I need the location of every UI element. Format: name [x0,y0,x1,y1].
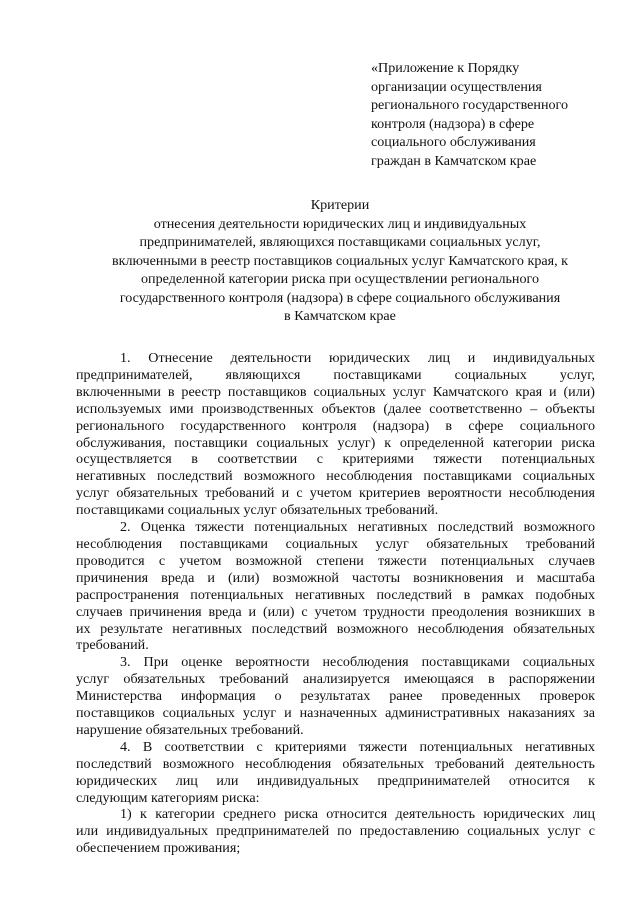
document-body [76,350,595,857]
paragraph-line: негативных последствий возможного несоблюдения поставщиками социальных [76,468,595,485]
paragraph-line: поставщиков социальных услуг и назначенных административных наказаниях за [76,705,595,722]
paragraph-line: используемых ими производственных объектов (далее соответственно – объекты [76,400,595,417]
appendix-line: граждан в Камчатском крае [371,152,537,169]
paragraph-3 [76,654,595,739]
appendix-line: «Приложение к Порядку [371,60,520,76]
paragraph-line: 2. Оценка тяжести потенциальных негативных последствий возможного [120,519,595,536]
appendix-line: организации осуществления [371,78,542,95]
appendix-line: регионального государственного [371,97,569,113]
appendix-line: социального обслуживания [371,134,536,150]
title-line: определенной категории риска при осуществлении регионального [140,271,540,287]
paragraph-line: регионального государственного контроля (надзора) в сфере социального [76,417,595,434]
paragraph-line: проводится с учетом возможной степени тяжести потенциальных случаев [76,552,595,569]
paragraph-line: 3. При оценке вероятности несоблюдения поставщиками социальных [120,654,595,671]
paragraph-1 [76,350,595,519]
paragraph-line: 1. Отнесение деятельности юридических лиц и индивидуальных [120,350,595,366]
paragraph-line: нарушение обязательных требований. [76,721,304,738]
paragraph-line: услуг обязательных требований и с учетом критериев вероятности несоблюдения [76,485,595,502]
title-line: в Камчатском крае [284,308,396,324]
paragraph-line: или индивидуальных предпринимателей по предоставлению социальных услуг с [76,823,595,840]
paragraph-line: их результате негативных последствий возможного несоблюдения обязательных [76,620,595,637]
paragraph-line: несоблюдения поставщиками социальных услуг обязательных требований [76,535,595,552]
title-heading: Критерии [310,197,370,213]
paragraph-line: юридических лиц или индивидуальных предпринимателей относится к [76,772,595,789]
paragraph-line: случаев причинения вреда и (или) с учетом трудности преодоления возникших в [76,603,595,620]
paragraph-line: Министерства информация о результатах ранее проведенных проверок [76,688,595,705]
appendix-note [371,59,611,170]
paragraph-line: 4. В соответствии с критериями тяжести потенциальных негативных [120,738,595,755]
paragraph-line: осуществляется в соответствии с критериями тяжести потенциальных [76,451,595,468]
paragraph-4 [76,739,595,807]
paragraph-4-item-1 [76,806,595,857]
title-line: отнесения деятельности юридических лиц и индивидуальных [153,215,527,232]
paragraph-line: обеспечением проживания; [76,840,241,857]
document-title [70,196,610,326]
paragraph-line: поставщиками социальных услуг обязательных требований. [76,502,439,519]
paragraph-line: включенными в реестр поставщиков социальных услуг Камчатского края и (или) [76,383,595,400]
paragraph-line: услуг обязательных требований анализируется имеющаяся в распоряжении [76,671,595,688]
title-line: государственного контроля (надзора) в сфере социального обслуживания [119,289,561,306]
paragraph-2 [76,519,595,654]
paragraph-line: предпринимателей, являющихся поставщиками социальных услуг, [76,366,595,383]
paragraph-line: следующим категориям риска: [76,789,260,806]
paragraph-line: распространения потенциальных негативных последствий в рамках подобных [76,586,595,603]
title-line: предпринимателей, являющихся поставщиками социальных услуг, [139,234,541,250]
paragraph-line: требований. [76,637,149,654]
paragraph-line: последствий возможного несоблюдения обязательных требований деятельность [76,755,595,772]
title-line: включенными в реестр поставщиков социальных услуг Камчатского края, к [112,252,568,269]
paragraph-line: обслуживания, поставщики социальных услуг) к определенной категории риска [76,434,595,451]
paragraph-line: 1) к категории среднего риска относится деятельность юридических лиц [120,806,595,823]
paragraph-line: причинения вреда и (или) возможной частоты возникновения и масштаба [76,569,595,586]
appendix-line: контроля (надзора) в сфере [371,115,535,132]
